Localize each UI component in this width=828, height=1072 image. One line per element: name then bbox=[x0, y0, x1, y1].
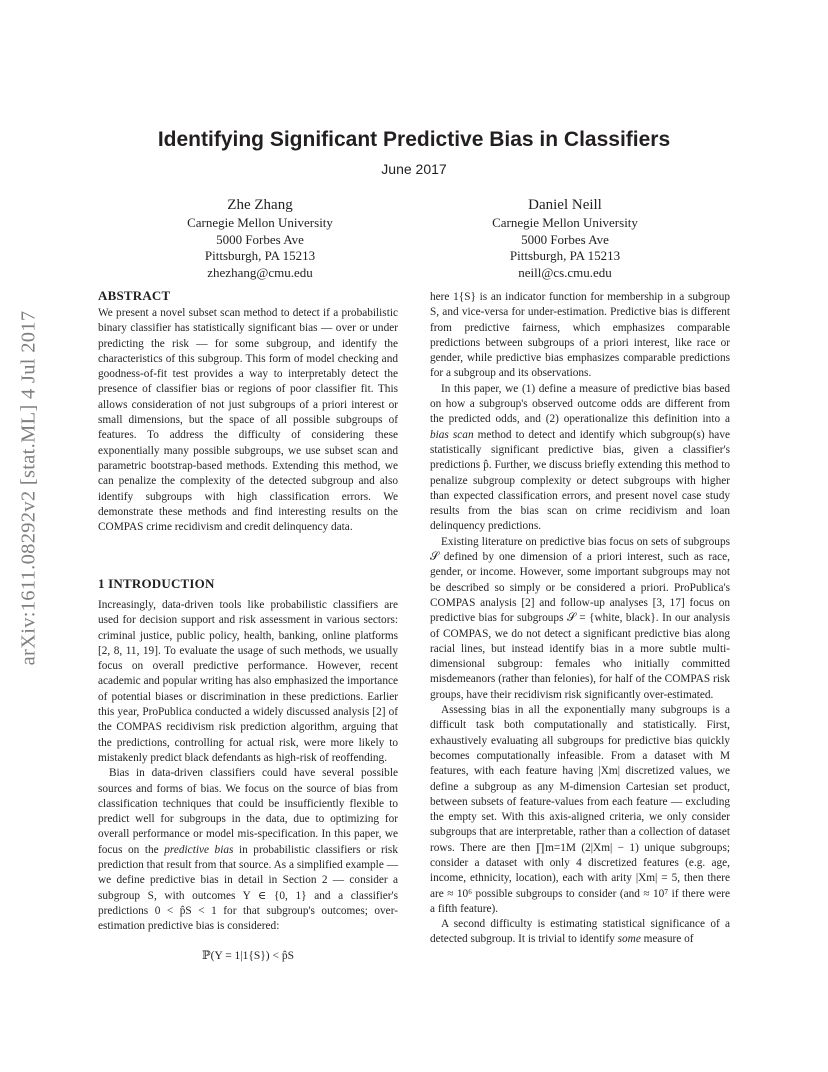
abstract-heading: ABSTRACT bbox=[98, 288, 171, 303]
intro-paragraph-2: Bias in data-driven classifiers could have several possible sources and forms of bias. We focus on the source of bias from classification techniques that could be insufficiently flexible to predict well for subgroups in the data, due to optimizing for overall performance or model mis-specification. In this paper, we focus on the predictive bias in probabilistic classifiers or risk prediction that result from that source. As a simplified example — we define predictive bias in detail in Section 2 — consider a subgroup S, with outcomes Y ∈ {0, 1} and a classifier's predictions 0 < p̂S < 1 for that subgroup's outcomes; over-estimation predictive bias is considered: bbox=[98, 767, 398, 933]
display-formula: ℙ(Y = 1|1{S}) < p̂S bbox=[201, 950, 295, 962]
author-address: 5000 Forbes Ave bbox=[216, 231, 304, 247]
author-affiliation: Carnegie Mellon University bbox=[492, 215, 638, 230]
intro-paragraph-7: A second difficulty is estimating statistical significance of a detected subgroup. It is trivial to identify some measure of bbox=[430, 918, 730, 946]
emphasis-text: bias scan bbox=[430, 428, 474, 441]
section-heading-introduction: 1 INTRODUCTION bbox=[98, 576, 215, 591]
intro-paragraph-1: Increasingly, data-driven tools like probabilistic classifiers are used for decision support and risk assessment in various sectors: criminal justice, public policy, health, banking, online platforms [2, 8, 11, 19]. To evaluate the usage of such methods, we usually focus on overall predictive performance. However, recent academic and popular writing has also emphasized the importance of potential biases or discrimination in these predictions. Earlier this year, ProPublica conducted a widely discussed analysis [2] of the COMPAS recidivism risk prediction algorithm, arguing that the predictions, controlling for actual risk, were more likely to mistakenly predict black defendants as high-risk of reoffending. bbox=[98, 599, 398, 764]
emphasis-text: predictive bias bbox=[164, 843, 234, 856]
paper-date: June 2017 bbox=[381, 161, 447, 177]
author-block-2 bbox=[435, 195, 695, 281]
intro-paragraph-3: here 1{S} is an indicator function for membership in a subgroup S, and vice-versa for under-estimation. Predictive bias is different from predictive fairness, which emphasizes comparable predictions between subgroups of a priori interest, like race or gender, while predictive bias emphasizes comparable predictions for a subgroup and its observations. bbox=[430, 291, 730, 380]
author-email: zhezhang@cmu.edu bbox=[207, 264, 313, 280]
author-email: neill@cs.cmu.edu bbox=[518, 264, 612, 280]
author-name: Daniel Neill bbox=[528, 197, 602, 213]
paper-title: Identifying Significant Predictive Bias in Classifiers bbox=[157, 128, 671, 151]
abstract-text: We present a novel subset scan method to detect if a probabilistic binary classifier has statistically significant bias — over or under predicting the risk — for some subgroup, and identify the characteristics of this subgroup. This form of model checking and goodness-of-fit test provides a way to interpretably detect the presence of classifier bias or regions of poor classifier fit. This allows consideration of not just subgroups of a priori interest or small dimensions, but the space of all possible subgroups of features. To address the difficulty of considering these exponentially many possible subgroups, we use subset scan and parametric bootstrap-based methods. Extending this method, we can penalize the complexity of the detected subgroup and also identify subgroups with high classification errors. We demonstrate these methods and find interesting results on the COMPAS crime recidivism and credit delinquency data. bbox=[98, 307, 398, 534]
introduction-right-column bbox=[430, 290, 730, 948]
author-address: 5000 Forbes Ave bbox=[521, 231, 609, 247]
intro-paragraph-6: Assessing bias in all the exponentially many subgroups is a difficult task both computationally and statistically. First, exhaustively evaluating all subgroups for predictive bias quickly becomes computationally infeasible. From a dataset with M features, with each feature having |Xm| discretized values, we define a subgroup as any M-dimension Cartesian set product, between subsets of feature-values from each feature — excluding the empty set. With this axis-aligned criteria, we only consider subgroups that are interpretable, rather than a collection of dataset rows. There are then ∏m=1M (2|Xm| − 1) unique subgroups; consider a dataset with only 4 discretized features (e.g. age, income, ethnicity, location), each with arity |Xm| = 5, then there are ≈ 10⁶ possible subgroups to consider (and ≈ 10⁷ if there were a fifth feature). bbox=[430, 704, 730, 915]
introduction-left-column bbox=[98, 598, 398, 935]
intro-paragraph-4: In this paper, we (1) define a measure of predictive bias based on how a subgroup's observed outcome odds are different from the predicted odds, and (2) operationalize this definition into a bias scan method to detect and identify which subgroup(s) have statistically significant predictive bias, given a classifier's predictions p̂. Further, we discuss briefly extending this method to penalize subgroup complexity or detect subgroups with higher than expected classification errors, and present novel case study results from the bias scan on crime recidivism and loan delinquency predictions. bbox=[430, 382, 730, 533]
arxiv-id-text: arXiv:1611.08292v2 [stat.ML] 4 Jul 2017 bbox=[17, 310, 40, 666]
author-name: Zhe Zhang bbox=[227, 197, 293, 213]
author-block-1 bbox=[130, 195, 390, 281]
emphasis-text: some bbox=[617, 933, 641, 946]
author-city: Pittsburgh, PA 15213 bbox=[204, 248, 316, 263]
author-city: Pittsburgh, PA 15213 bbox=[509, 248, 621, 263]
intro-paragraph-5: Existing literature on predictive bias focus on sets of subgroups 𝒮 defined by one dimension of a priori interest, such as race, gender, or income. However, some important subgroups may not be described so simply or be considered a priori. ProPublica's COMPAS analysis [2] and follow-up analyses [3, 17] focus on predictive bias for subgroups 𝒮 = {white, black}. In our analysis of COMPAS, we do not detect a significant predictive bias along racial lines, but instead identify bias in a more subtle multi-dimensional subgroup: females who initially committed misdemeanors (rather than felonies), for half of the COMPAS risk groups, have their recidivism risk significantly over-estimated. bbox=[430, 535, 730, 701]
arxiv-identifier-sidebar bbox=[15, 296, 43, 680]
abstract-body bbox=[98, 306, 398, 535]
author-affiliation: Carnegie Mellon University bbox=[187, 215, 333, 230]
